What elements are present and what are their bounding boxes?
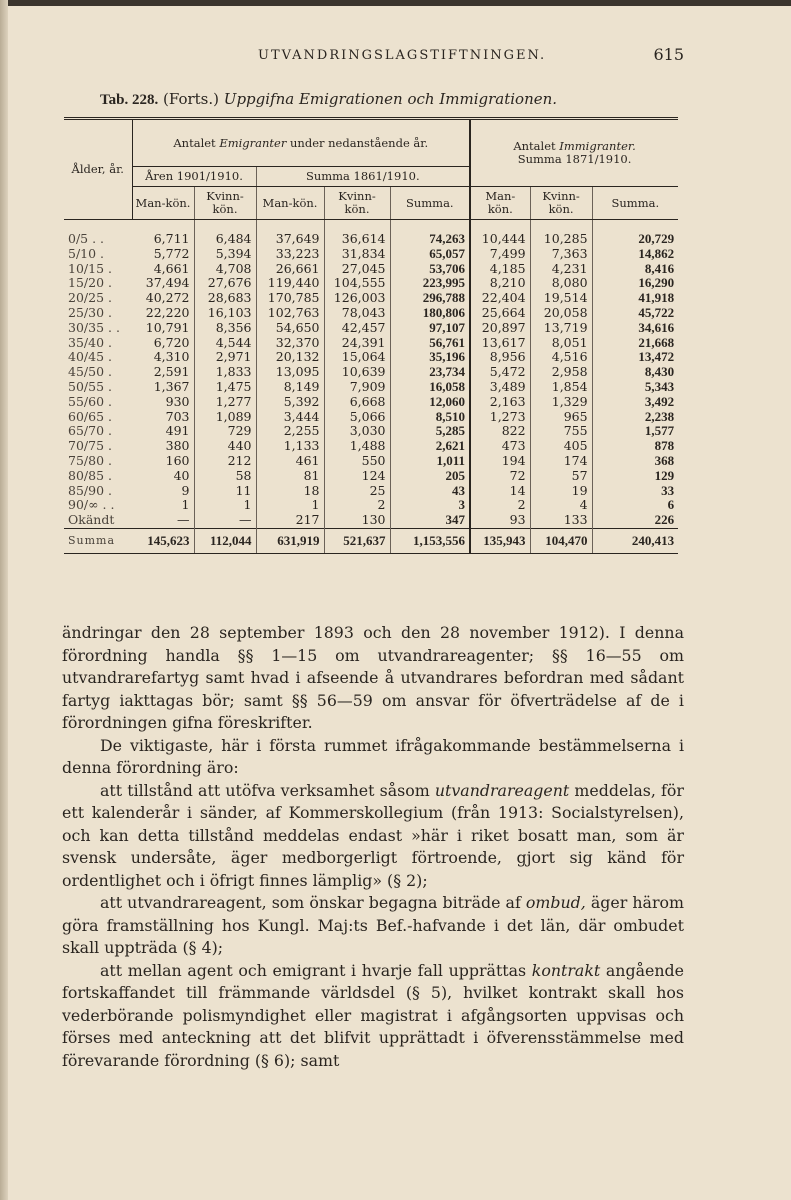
table-row [64, 380, 678, 395]
table-row [64, 410, 678, 425]
cell-if: 8,051 [530, 336, 592, 351]
header-immigrants-sum: Summa 1871/1910. [517, 152, 632, 166]
table-row [64, 350, 678, 365]
header-female-2: Kvinn-kön. [324, 187, 390, 220]
cell-is: 6 [667, 497, 675, 513]
cell-im: 473 [470, 439, 530, 454]
cell-e2m: 3,444 [256, 410, 324, 425]
cell-e1f: 4,544 [194, 336, 256, 351]
cell-e1m: 37,494 [132, 276, 194, 291]
cell-if: 19,514 [530, 291, 592, 306]
table-row [64, 454, 678, 469]
cell-e1m: 1 [132, 498, 194, 513]
paragraph-4-text-a: att utvandrareagent, som önskar begagna biträde af [100, 893, 521, 912]
cell-e2f: 10,639 [324, 365, 390, 380]
cell-age: 60/65 . [68, 408, 112, 424]
cell-e1m: 22,220 [132, 306, 194, 321]
cell-e1f: 1,475 [194, 380, 256, 395]
header-male-3: Man-kön. [470, 187, 530, 220]
cell-e2s: 8,510 [390, 410, 470, 425]
cell-is: 41,918 [638, 290, 675, 306]
cell-e1m: 703 [132, 410, 194, 425]
cell-e1f: 1 [194, 498, 256, 513]
cell-e2s: 56,761 [390, 336, 470, 351]
cell-e1m: 4,661 [132, 262, 194, 277]
cell-is: 1,577 [644, 423, 675, 439]
cell-e2f: 1,488 [324, 439, 390, 454]
header-total-3: Summa. [592, 187, 678, 220]
cell-is: 21,668 [638, 334, 675, 350]
cell-e1f: 16,103 [194, 306, 256, 321]
cell-is: 33 [661, 482, 675, 498]
cell-e1f: 6,484 [194, 220, 256, 247]
paragraph-1: ändringar den 28 september 1893 och den 28 november 1912). I denna förordning handla §§ 1—15 om utvandrareagenter; §§ 16—55 om utvandrarefartyg samt hvad i afseende å utvandrares befordran med sådant fartyg iakttagas bör; samt §§ 56—59 om ansvar för öfverträdelse af de i förordningen gifna föreskrifter. [62, 623, 684, 732]
paragraph-2: De viktigaste, här i första rummet ifrågakommande bestämmelserna i denna förordning äro: [62, 735, 684, 777]
paragraph-5 [62, 960, 684, 1073]
cell-e1m: 6,711 [132, 220, 194, 247]
cell-e2f: 550 [324, 454, 390, 469]
cell-e1m: 40,272 [132, 291, 194, 306]
cell-e1m: 4,310 [132, 350, 194, 365]
paragraph-5-text-a: att mellan agent och emigrant i hvarje fall upprättas [100, 960, 527, 980]
cell-e1m: 930 [132, 395, 194, 410]
cell-if: 755 [530, 424, 592, 439]
table-row [64, 469, 678, 484]
table-row [64, 439, 678, 454]
header-emigrants [132, 119, 470, 167]
cell-im: 822 [470, 424, 530, 439]
cell-e2m: 119,440 [256, 276, 324, 291]
page-number: 615 [653, 45, 684, 64]
cell-e1m: 491 [132, 424, 194, 439]
cell-e1f: 729 [194, 424, 256, 439]
cell-is: 20,729 [638, 231, 675, 246]
cell-e2m: 18 [256, 484, 324, 499]
cell-if: 19 [530, 484, 592, 499]
cell-e2m: 37,649 [256, 220, 324, 247]
cell-e2s: 296,788 [390, 291, 470, 306]
cell-e2m: 2,255 [256, 424, 324, 439]
header-emigrants-italic: Emigranter [219, 135, 287, 150]
cell-im: 93 [470, 513, 530, 528]
table-row [64, 247, 678, 262]
cell-e2m: 461 [256, 454, 324, 469]
cell-e2m: 631,919 [256, 528, 324, 553]
running-head-title: UTVANDRINGSLAGSTIFTNINGEN. [258, 48, 547, 63]
cell-is: 34,616 [638, 319, 675, 335]
cell-e1m: 145,623 [132, 528, 194, 553]
cell-e2m: 32,370 [256, 336, 324, 351]
cell-e2f: 42,457 [324, 321, 390, 336]
cell-age: 85/90 . [68, 482, 112, 498]
cell-is: 240,413 [592, 528, 678, 553]
cell-e1f: — [194, 513, 256, 528]
cell-age: 80/85 . [68, 467, 112, 483]
cell-e1f: 8,356 [194, 321, 256, 336]
cell-im: 194 [470, 454, 530, 469]
paragraph-4-text-b: äger härom göra framställning hos Kungl. Maj:ts Bef.-hafvande i det län, där ombudet skall uppträda (§ 4); [62, 893, 685, 957]
cell-e2m: 81 [256, 469, 324, 484]
cell-age: 0/5 . . [68, 231, 105, 246]
cell-e2s: 223,995 [390, 276, 470, 291]
cell-e2f: 24,391 [324, 336, 390, 351]
cell-e2s: 347 [390, 513, 470, 528]
cell-e1m: 40 [132, 469, 194, 484]
cell-age: 55/60 . [68, 393, 112, 409]
header-male-1: Man-kön. [132, 187, 194, 220]
cell-age: 30/35 . . [68, 319, 120, 335]
paragraph-3-text-a: att tillstånd att utöfva verksamhet såsom [100, 780, 430, 800]
table-row [64, 276, 678, 291]
cell-im: 5,472 [470, 365, 530, 380]
cell-im: 13,617 [470, 336, 530, 351]
cell-if: 7,363 [530, 247, 592, 262]
cell-im: 3,489 [470, 380, 530, 395]
cell-im: 4,185 [470, 262, 530, 277]
cell-e2m: 5,392 [256, 395, 324, 410]
cell-e2m: 1,133 [256, 439, 324, 454]
cell-e1m: 5,772 [132, 247, 194, 262]
cell-e1f: 2,971 [194, 350, 256, 365]
cell-age: Okändt [68, 512, 115, 528]
cell-age: 75/80 . [68, 452, 112, 468]
table-row [64, 365, 678, 380]
paragraph-3 [62, 780, 684, 893]
cell-im: 2,163 [470, 395, 530, 410]
cell-e1f: 1,089 [194, 410, 256, 425]
cell-if: 4,231 [530, 262, 592, 277]
cell-if: 10,285 [530, 220, 592, 247]
cell-age: 65/70 . [68, 423, 112, 439]
cell-e2s: 5,285 [390, 424, 470, 439]
cell-im: 72 [470, 469, 530, 484]
paragraph-3-text-b: meddelas, för ett kalenderår i sänder, af Kommerskollegium (från 1913: Socialstyrelsen), och kan detta tillstånd meddelas endast »här i riket bosatt man, som är svensk undersåte, äger medborgerligt förtroende, gjort sig känd för ordentlighet och i öfrigt finnes lämplig» (§ 2); [62, 780, 684, 890]
table-row [64, 220, 678, 247]
cell-e1m: 160 [132, 454, 194, 469]
emigration-table [64, 117, 678, 554]
cell-e2s: 1,011 [390, 454, 470, 469]
cell-e2f: 25 [324, 484, 390, 499]
cell-if: 8,080 [530, 276, 592, 291]
cell-e2s: 2,621 [390, 439, 470, 454]
page-top-border [0, 0, 791, 6]
cell-if: 1,329 [530, 395, 592, 410]
header-total-2: Summa. [390, 187, 470, 220]
cell-if: 174 [530, 454, 592, 469]
cell-age: 10/15 . [68, 260, 112, 276]
cell-im: 8,956 [470, 350, 530, 365]
table-row [64, 513, 678, 528]
cell-if: 20,058 [530, 306, 592, 321]
cell-e1f: 212 [194, 454, 256, 469]
cell-is: 45,722 [638, 304, 675, 320]
cell-e2s: 74,263 [390, 220, 470, 247]
body-text [62, 622, 684, 1072]
cell-e2m: 102,763 [256, 306, 324, 321]
table-body [64, 220, 678, 554]
cell-e2s: 65,057 [390, 247, 470, 262]
cell-e1m: 2,591 [132, 365, 194, 380]
cell-e1f: 112,044 [194, 528, 256, 553]
table-sum-row [64, 528, 678, 553]
cell-e2f: 2 [324, 498, 390, 513]
page-binding-edge [0, 0, 8, 1200]
header-age: Ålder, år. [64, 119, 132, 220]
cell-e1f: 440 [194, 439, 256, 454]
header-sum-1861: Summa 1861/1910. [256, 167, 470, 187]
cell-e2s: 180,806 [390, 306, 470, 321]
cell-e1m: — [132, 513, 194, 528]
header-immigrants [470, 119, 678, 187]
cell-e2m: 33,223 [256, 247, 324, 262]
table-row [64, 306, 678, 321]
paragraph-4 [62, 892, 684, 960]
cell-e2s: 12,060 [390, 395, 470, 410]
cell-e2m: 8,149 [256, 380, 324, 395]
cell-is: 878 [654, 438, 675, 454]
cell-e2f: 78,043 [324, 306, 390, 321]
cell-e2m: 26,661 [256, 262, 324, 277]
cell-is: 3,492 [644, 393, 675, 409]
cell-e2f: 5,066 [324, 410, 390, 425]
cell-e2f: 27,045 [324, 262, 390, 277]
table-caption [100, 90, 700, 109]
cell-if: 133 [530, 513, 592, 528]
cell-e2f: 3,030 [324, 424, 390, 439]
cell-if: 965 [530, 410, 592, 425]
cell-e1f: 11 [194, 484, 256, 499]
header-female-1: Kvinn-kön. [194, 187, 256, 220]
cell-e1f: 4,708 [194, 262, 256, 277]
table-row [64, 336, 678, 351]
cell-is: 16,290 [638, 275, 675, 291]
cell-e2f: 31,834 [324, 247, 390, 262]
cell-e2f: 130 [324, 513, 390, 528]
header-immigrants-prefix: Antalet [513, 139, 556, 153]
cell-im: 14 [470, 484, 530, 499]
header-emigrants-prefix: Antalet [173, 135, 216, 150]
cell-e1f: 27,676 [194, 276, 256, 291]
table-row [64, 484, 678, 499]
cell-e2s: 43 [390, 484, 470, 499]
cell-age: 5/10 . [68, 245, 105, 261]
cell-im: 2 [470, 498, 530, 513]
cell-age: 45/50 . [68, 364, 112, 380]
cell-age: 35/40 . [68, 334, 112, 350]
cell-e1f: 58 [194, 469, 256, 484]
cell-is: 2,238 [644, 408, 675, 424]
cell-age: 40/45 . [68, 349, 112, 365]
cell-im: 1,273 [470, 410, 530, 425]
cell-is: 5,343 [644, 378, 675, 394]
cell-e2m: 170,785 [256, 291, 324, 306]
cell-age: 25/30 . [68, 304, 112, 320]
cell-is: 368 [654, 452, 675, 468]
cell-is: 226 [654, 512, 675, 528]
cell-e2f: 15,064 [324, 350, 390, 365]
cell-im: 10,444 [470, 220, 530, 247]
cell-e2m: 54,650 [256, 321, 324, 336]
cell-im: 22,404 [470, 291, 530, 306]
cell-age: 20/25 . [68, 290, 112, 306]
cell-e2s: 205 [390, 469, 470, 484]
cell-e2s: 23,734 [390, 365, 470, 380]
cell-if: 405 [530, 439, 592, 454]
cell-e2f: 126,003 [324, 291, 390, 306]
table-row [64, 395, 678, 410]
cell-age: 90/∞ . . [68, 497, 115, 513]
cell-is: 13,472 [638, 349, 675, 365]
paragraph-3-italic: utvandrareagent [434, 780, 570, 800]
header-immigrants-italic: Immigranter. [559, 139, 636, 153]
cell-e2m: 217 [256, 513, 324, 528]
cell-if: 4 [530, 498, 592, 513]
table-row [64, 262, 678, 277]
cell-e1m: 9 [132, 484, 194, 499]
cell-im: 8,210 [470, 276, 530, 291]
cell-if: 1,854 [530, 380, 592, 395]
cell-e2f: 7,909 [324, 380, 390, 395]
cell-e2s: 16,058 [390, 380, 470, 395]
cell-e1m: 10,791 [132, 321, 194, 336]
paragraph-5-italic: kontrakt [531, 960, 601, 980]
cell-e2s: 35,196 [390, 350, 470, 365]
cell-if: 57 [530, 469, 592, 484]
cell-im: 25,664 [470, 306, 530, 321]
header-male-2: Man-kön. [256, 187, 324, 220]
cell-age: 50/55 . [68, 378, 112, 394]
paragraph-5-text-b: angående fortskaffandet till främmande världsdel (§ 5), hvilket kontrakt skall hos vederbörande polismyndighet eller magistrat i afgångsorten uppvisas och förses med anteckning att det blifvit upprättadt i öfverensstämmelse med förevarande förordning (§ 6); samt [62, 960, 684, 1070]
table-label: Tab. 228. [100, 92, 159, 108]
cell-is: 129 [654, 467, 675, 483]
cell-if: 4,516 [530, 350, 592, 365]
cell-age: 15/20 . [68, 275, 112, 291]
cell-e2f: 521,637 [324, 528, 390, 553]
table-row [64, 291, 678, 306]
header-emigrants-suffix: under nedanstående år. [290, 135, 429, 150]
cell-e2f: 124 [324, 469, 390, 484]
cell-e2s: 3 [390, 498, 470, 513]
cell-e1f: 28,683 [194, 291, 256, 306]
cell-if: 13,719 [530, 321, 592, 336]
paragraph-4-italic: ombud, [525, 893, 586, 912]
table-row [64, 498, 678, 513]
cell-im: 135,943 [470, 528, 530, 553]
cell-e2m: 20,132 [256, 350, 324, 365]
table-row [64, 321, 678, 336]
cell-e1f: 5,394 [194, 247, 256, 262]
cell-e1f: 1,833 [194, 365, 256, 380]
cell-e2s: 1,153,556 [390, 528, 470, 553]
table-title: Uppgifna Emigrationen och Immigrationen. [223, 90, 558, 108]
cell-im: 20,897 [470, 321, 530, 336]
cell-if: 2,958 [530, 365, 592, 380]
cell-e2f: 36,614 [324, 220, 390, 247]
table-caption-note: (Forts.) [163, 90, 220, 108]
cell-age: Summa [64, 528, 132, 553]
cell-age: 70/75 . [68, 438, 112, 454]
cell-e2m: 1 [256, 498, 324, 513]
cell-e1m: 380 [132, 439, 194, 454]
cell-is: 14,862 [638, 245, 675, 261]
cell-e2m: 13,095 [256, 365, 324, 380]
cell-e2s: 53,706 [390, 262, 470, 277]
cell-im: 7,499 [470, 247, 530, 262]
cell-e1m: 1,367 [132, 380, 194, 395]
header-years-1901: Åren 1901/1910. [132, 167, 256, 187]
cell-e2s: 97,107 [390, 321, 470, 336]
cell-e1f: 1,277 [194, 395, 256, 410]
cell-if: 104,470 [530, 528, 592, 553]
table-row [64, 424, 678, 439]
cell-e2f: 6,668 [324, 395, 390, 410]
cell-e2f: 104,555 [324, 276, 390, 291]
header-female-3: Kvinn-kön. [530, 187, 592, 220]
cell-is: 8,430 [644, 364, 675, 380]
cell-is: 8,416 [644, 260, 675, 276]
cell-e1m: 6,720 [132, 336, 194, 351]
